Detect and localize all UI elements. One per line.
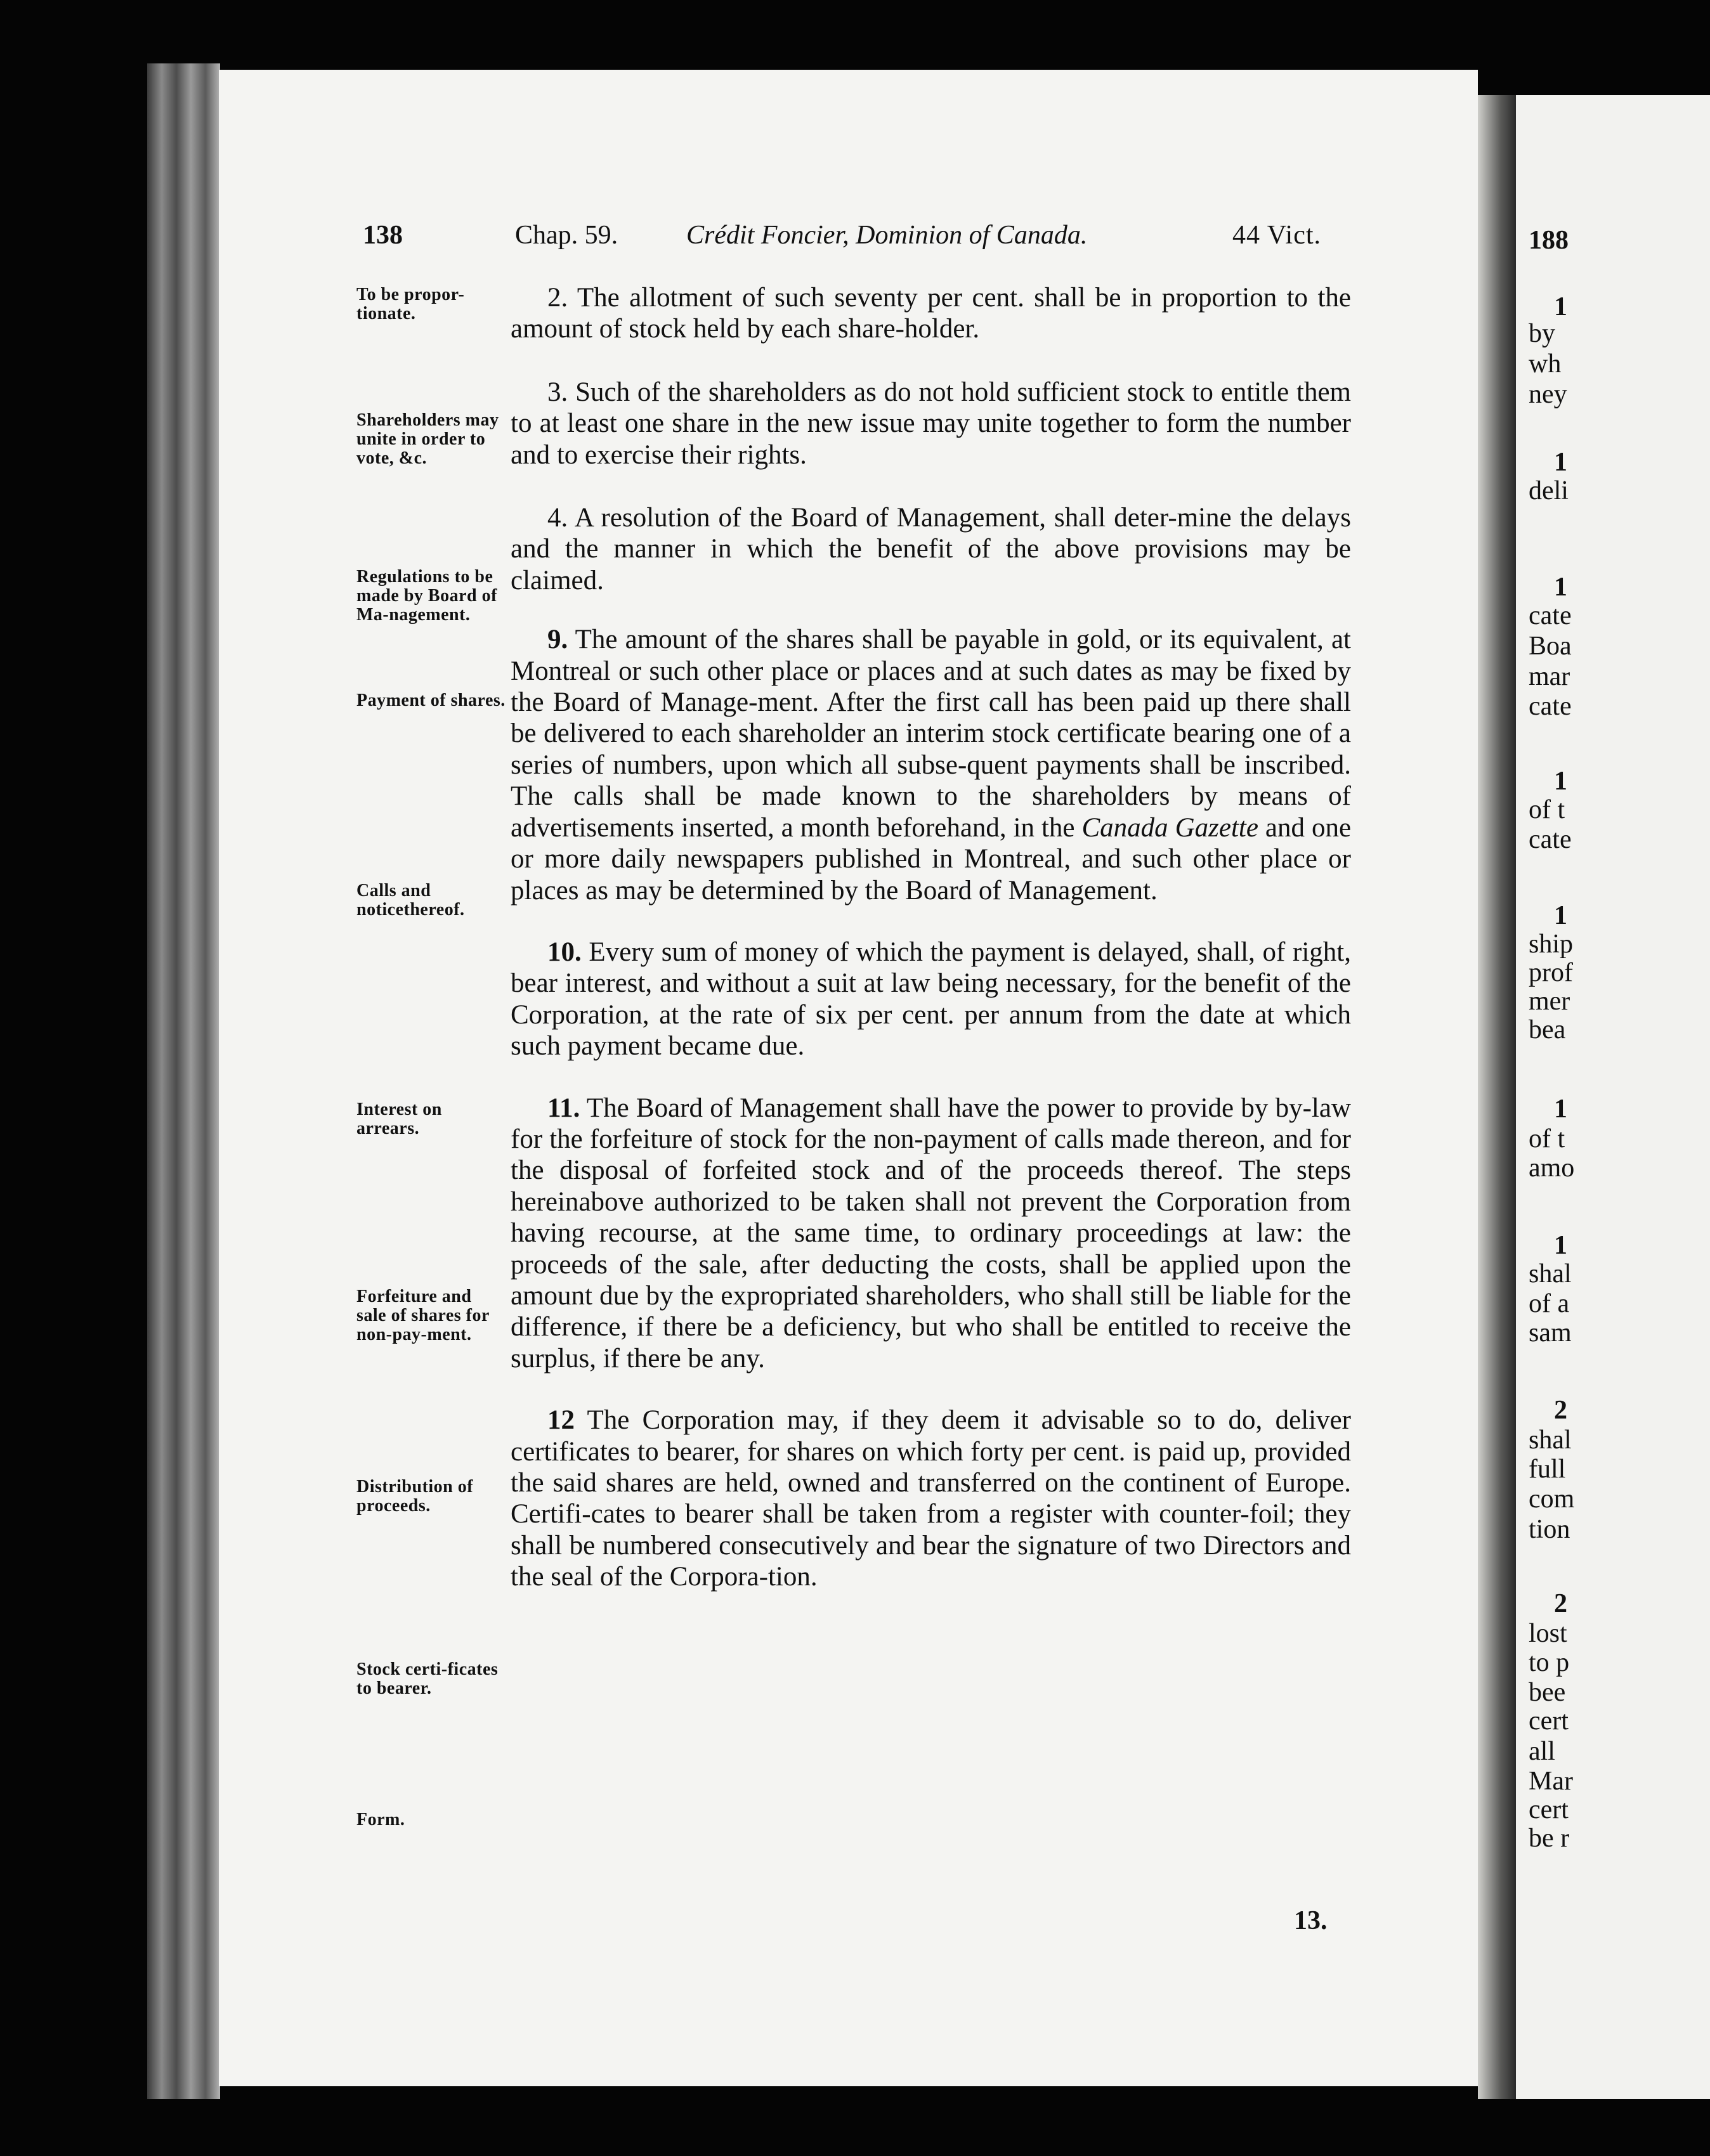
margin-note: Regulations to be made by Board of Ma-nagement. — [356, 567, 497, 625]
running-title: Crédit Foncier, Dominion of Canada. — [686, 221, 1088, 250]
right-page-fragment: cate — [1529, 601, 1572, 630]
right-page-fragment: sam — [1529, 1318, 1572, 1348]
paragraph — [511, 1405, 1351, 1592]
paragraph-text: and one or more daily newspapers published in Montreal, and such other place or places as may be determined by the Board of Management. — [511, 812, 1352, 906]
right-page-fragment: prof — [1529, 958, 1573, 987]
page-number: 138 — [363, 221, 403, 250]
paragraph-text: 2. The allotment of such seventy per cent. shall be in proportion to the amount of stock held by each share-holder. — [511, 283, 1351, 344]
right-page-fragment: shal — [1529, 1425, 1572, 1455]
catchword: 13. — [1294, 1906, 1328, 1935]
right-page-fragment: wh — [1529, 349, 1562, 379]
section-number: 11. — [547, 1093, 580, 1123]
right-page-fragment: 1 — [1554, 1094, 1567, 1124]
right-page-fragment: bea — [1529, 1015, 1566, 1044]
right-page-number: 188 — [1529, 226, 1569, 255]
paragraph — [511, 377, 1351, 471]
right-page-fragment: lost — [1529, 1619, 1567, 1648]
paragraph-text: 3. Such of the shareholders as do not hold sufficient stock to entitle them to at least one share in the new issue may unite together to form the number and to exercise their rights. — [511, 377, 1351, 470]
margin-note: Form. — [356, 1810, 405, 1829]
paragraph-text: The Board of Management shall have the power to provide by by-law for the forfeiture of stock for the non-payment of calls made thereon, and for the disposal of forfeited stock and of the proceeds thereof. The steps hereinabove authorized to be taken shall not prevent the Corporation from having recourse, at the same time, to ordinary proceedings at law: the proceeds of the sale, after deducting the costs, shall be applied upon the amount due by the expropriated shareholders, who shall still be liable for the difference, if there be a deficiency, but who shall be entitled to receive the surplus, if there be any. — [511, 1093, 1351, 1373]
right-page-fragment: of a — [1529, 1289, 1570, 1318]
paragraph-text: The Corporation may, if they deem it advisable so to do, deliver certificates to bearer, for shares on which forty per cent. is paid up, provided the said shares are held, owned and transferred on the continent of Europe. Certifi-cates to bearer shall be taken from a register with counter-foil; they shall be numbered consecutively and bear the signature of two Directors and the seal of the Corpora-tion. — [511, 1405, 1351, 1592]
right-page-fragment: 1 — [1554, 292, 1567, 321]
paragraph-text: Every sum of money of which the payment is delayed, shall, of right, bear interest, and without a suit at law being necessary, for the benefit of the Corporation, at the rate of six per cent. per annum from the date at which such payment became due. — [511, 937, 1351, 1062]
right-page-fragment: cert — [1529, 1795, 1569, 1824]
margin-note: Distribution of proceeds. — [356, 1477, 474, 1516]
right-page-fragment: cert — [1529, 1706, 1569, 1736]
section-number: 9. — [547, 625, 568, 655]
right-page-fragment: cate — [1529, 825, 1572, 854]
right-page-fragment: tion — [1529, 1515, 1570, 1544]
right-page-fragment: of t — [1529, 1124, 1565, 1153]
paragraph — [511, 937, 1351, 1062]
right-page-fragment: mer — [1529, 987, 1570, 1016]
session-label: 44 Vict. — [1232, 221, 1322, 250]
right-page-fragment: 2 — [1554, 1589, 1567, 1618]
paragraph — [511, 282, 1351, 345]
margin-note: Interest on arrears. — [356, 1100, 442, 1138]
paragraph — [511, 624, 1351, 906]
statute-text — [511, 282, 1351, 1593]
margin-note: Payment of shares. — [356, 691, 506, 710]
right-page-fragment: of t — [1529, 795, 1565, 824]
right-page-fragment: be r — [1529, 1824, 1570, 1853]
right-page-fragment: amo — [1529, 1153, 1575, 1183]
margin-note: Calls and noticethereof. — [356, 881, 465, 919]
right-page-fragment: to p — [1529, 1648, 1570, 1677]
right-page-fragment: cate — [1529, 692, 1572, 721]
right-page-fragment: com — [1529, 1484, 1575, 1514]
right-page-fragment: deli — [1529, 476, 1569, 505]
right-page-fragment: 1 — [1554, 573, 1567, 602]
right-page-fragment: all — [1529, 1737, 1555, 1766]
right-page-fragment: by — [1529, 319, 1555, 348]
paragraph-text: 4. A resolution of the Board of Management, shall deter-mine the delays and the manner in which the benefit of the above provisions may be claimed. — [511, 503, 1351, 595]
right-page-fragment: 1 — [1554, 901, 1567, 930]
right-page-fragment: ney — [1529, 380, 1567, 409]
paragraph-text: The amount of the shares shall be payable in gold, or its equivalent, at Montreal or such other place or places and at such dates as may be fixed by the Board of Manage-ment. After the first call has been paid up there shall be delivered to each shareholder an interim stock certificate bearing one of a series of numbers, upon which all subse-quent payments shall be inscribed. The calls shall be made known to the shareholders by means of advertisements inserted, a month beforehand, in the — [511, 625, 1351, 843]
right-page-fragment: 1 — [1554, 448, 1567, 477]
right-page-fragment: bee — [1529, 1678, 1566, 1707]
right-page-fragment: Boa — [1529, 632, 1572, 661]
right-page-fragment: Mar — [1529, 1767, 1573, 1796]
margin-note: To be propor-tionate. — [356, 285, 465, 323]
paragraph — [511, 502, 1351, 596]
section-number: 12 — [547, 1405, 575, 1436]
right-page-fragment: shal — [1529, 1259, 1572, 1289]
right-page — [1516, 95, 1710, 2099]
book-gutter — [1478, 95, 1516, 2099]
right-page-fragment: 1 — [1554, 1231, 1567, 1260]
chapter-label: Chap. 59. — [515, 221, 618, 250]
right-page-fragment: ship — [1529, 930, 1574, 959]
margin-note: Forfeiture and sale of shares for non-pay-ment. — [356, 1287, 490, 1344]
section-number: 10. — [547, 937, 582, 967]
right-page-fragment: mar — [1529, 662, 1570, 691]
book-edge — [147, 63, 220, 2099]
right-page-fragment: full — [1529, 1455, 1566, 1484]
italic-title: Canada Gazette — [1081, 812, 1258, 843]
right-page-fragment: 2 — [1554, 1396, 1567, 1425]
paragraph — [511, 1093, 1351, 1375]
right-page-fragment: 1 — [1554, 767, 1567, 796]
margin-note: Stock certi-ficates to bearer. — [356, 1659, 499, 1698]
margin-note: Shareholders may unite in order to vote, &c. — [356, 410, 499, 468]
